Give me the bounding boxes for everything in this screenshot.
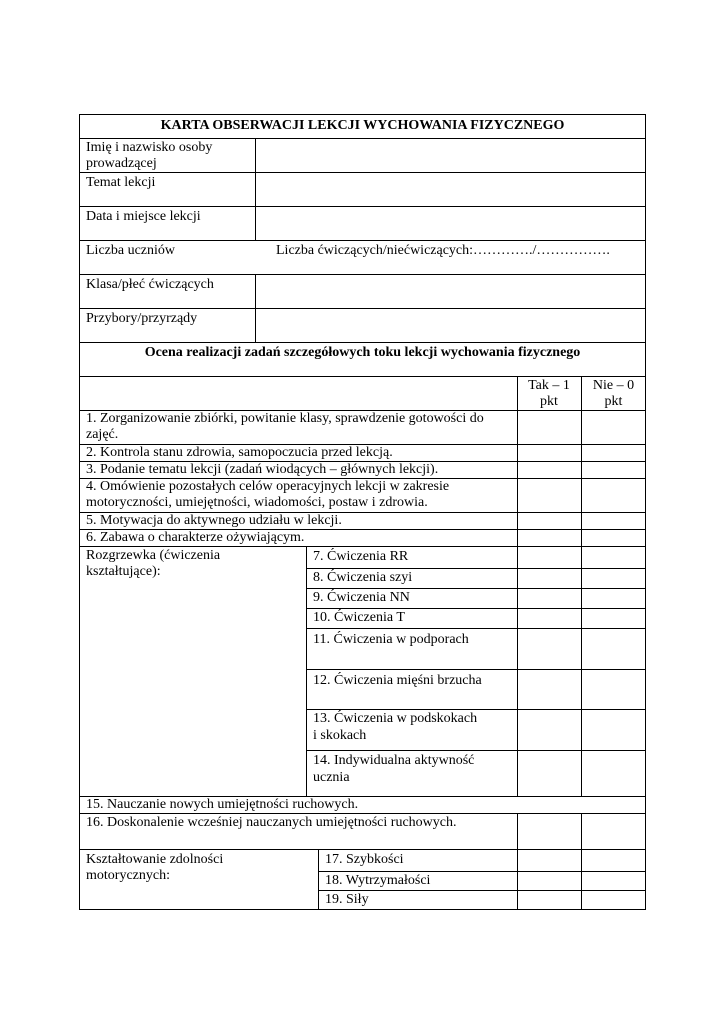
divider [306, 608, 646, 609]
equipment-label: Przybory/przyrządy [86, 311, 198, 326]
divider [255, 138, 256, 172]
divider [79, 342, 646, 343]
divider [517, 376, 518, 796]
item-11: 11. Ćwiczenia w podporach [313, 632, 469, 647]
divider [318, 849, 319, 910]
warmup-label: Rozgrzewka (ćwiczenia [86, 548, 221, 563]
students-label: Liczba uczniów [86, 243, 176, 258]
item-17: 17. Szybkości [325, 852, 404, 867]
item-5: 5. Motywacja do aktywnego udziału w lekcji. [86, 513, 342, 528]
item-14: ucznia [313, 770, 350, 785]
item-4: motoryczności, umiejętności, wiadomości, postaw i zdrowia. [86, 495, 428, 510]
item-13: i skokach [313, 728, 367, 743]
item-13: 13. Ćwiczenia w podskokach [313, 711, 478, 726]
divider [79, 546, 646, 547]
divider [306, 709, 646, 710]
teacher-label: Imię i nazwisko osoby [86, 140, 213, 155]
divider [255, 274, 256, 342]
item-4: 4. Omówienie pozostałych celów operacyjnych lekcji w zakresie [86, 479, 450, 494]
divider [306, 588, 646, 589]
divider [255, 172, 256, 240]
divider [79, 376, 646, 377]
item-3: 3. Podanie tematu lekcji (zadań wiodących – głównych lekcji). [86, 462, 439, 477]
divider [79, 308, 646, 309]
item-16: 16. Doskonalenie wcześniej nauczanych umiejętności ruchowych. [86, 815, 457, 830]
yes-column-header: Tak – 1 [528, 378, 570, 393]
divider [306, 669, 646, 670]
item-1: zajęć. [86, 427, 119, 442]
divider [306, 546, 307, 796]
item-15: 15. Nauczanie nowych umiejętności ruchowych. [86, 797, 359, 812]
divider [79, 240, 646, 241]
divider [318, 890, 646, 891]
item-2: 2. Kontrola stanu zdrowia, samopoczucia przed lekcją. [86, 445, 393, 460]
item-10: 10. Ćwiczenia T [313, 610, 405, 625]
item-1: 1. Zorganizowanie zbiórki, powitanie klasy, sprawdzenie gotowości do [86, 411, 484, 426]
topic-label: Temat lekcji [86, 175, 156, 190]
teacher-label: prowadzącej [86, 156, 157, 171]
divider [306, 628, 646, 629]
divider [79, 274, 646, 275]
divider [581, 376, 582, 796]
item-7: 7. Ćwiczenia RR [313, 549, 409, 564]
divider [79, 172, 646, 173]
item-6: 6. Zabawa o charakterze ożywiającym. [86, 530, 305, 545]
class-label: Klasa/płeć ćwiczących [86, 277, 214, 292]
date-label: Data i miejsce lekcji [86, 209, 201, 224]
form-title: KARTA OBSERWACJI LEKCJI WYCHOWANIA FIZYCZNEGO [160, 118, 565, 133]
divider [581, 813, 582, 910]
yes-column-header: pkt [540, 394, 558, 409]
divider [79, 206, 646, 207]
divider [318, 871, 646, 872]
item-19: 19. Siły [325, 892, 369, 907]
divider [79, 813, 646, 814]
no-column-header: pkt [604, 394, 623, 409]
item-12: 12. Ćwiczenia mięśni brzucha [313, 673, 482, 688]
divider [306, 750, 646, 751]
exercising-label: Liczba ćwiczących/niećwiczących:…………./……………. [276, 243, 610, 258]
motor-label: Kształtowanie zdolności [86, 852, 224, 867]
no-column-header: Nie – 0 [592, 378, 635, 393]
item-14: 14. Indywidualna aktywność [313, 753, 475, 768]
warmup-label: kształtujące): [86, 564, 161, 579]
divider [306, 568, 646, 569]
item-8: 8. Ćwiczenia szyi [313, 570, 413, 585]
item-9: 9. Ćwiczenia NN [313, 590, 410, 605]
divider [79, 849, 646, 850]
section-title: Ocena realizacji zadań szczegółowych toku lekcji wychowania fizycznego [144, 345, 581, 360]
divider [517, 813, 518, 910]
item-18: 18. Wytrzymałości [325, 873, 431, 888]
motor-label: motorycznych: [86, 868, 170, 883]
divider [79, 138, 646, 139]
